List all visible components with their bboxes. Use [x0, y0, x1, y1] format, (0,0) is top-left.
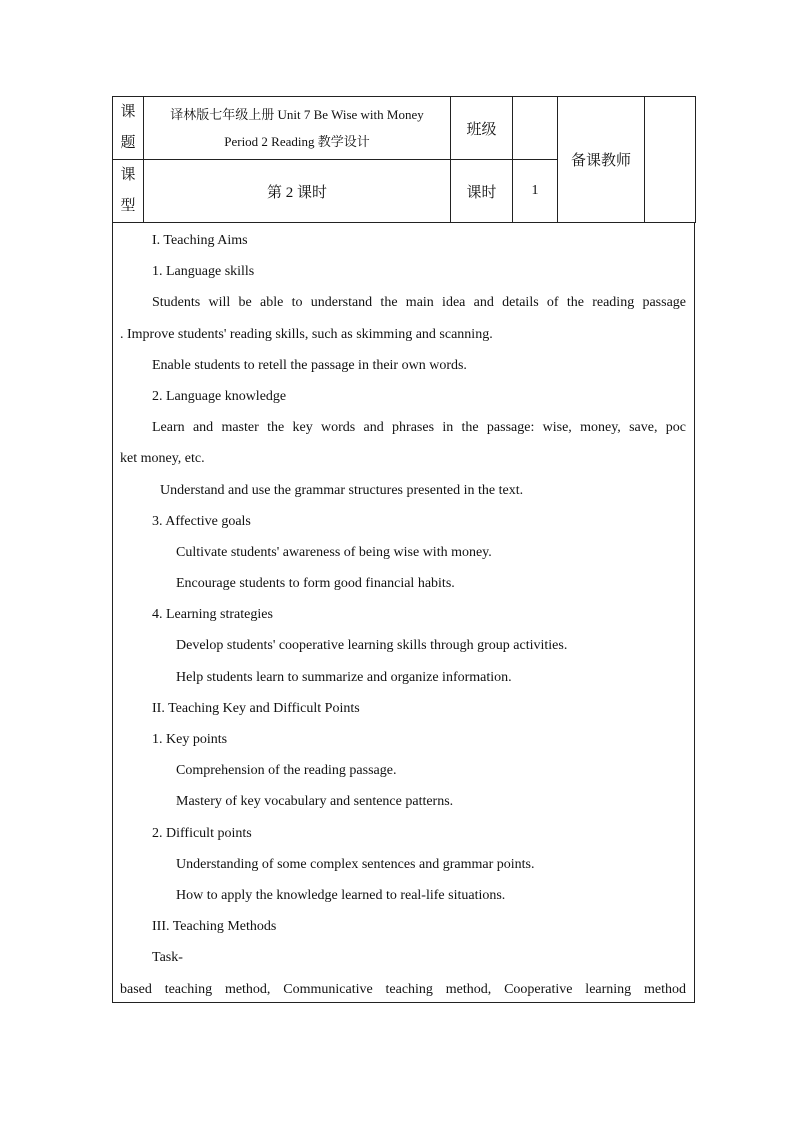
lesson-title-line-1: 译林版七年级上册 Unit 7 Be Wise with Money — [170, 107, 424, 122]
type-label-char-1: 课 — [120, 167, 136, 183]
topic-label-char-2: 题 — [120, 135, 136, 151]
lesson-type-value: 第 2 课时 — [144, 160, 451, 223]
list-item: How to apply the knowledge learned to real-life situations. — [176, 887, 506, 903]
paragraph-line: Enable students to retell the passage in their own words. — [152, 357, 467, 373]
lesson-header-table — [112, 96, 696, 223]
list-item: Cultivate students' awareness of being wise with money. — [176, 544, 492, 560]
list-item: Understanding of some complex sentences and grammar points. — [176, 856, 535, 872]
subsection-heading: 4. Learning strategies — [152, 607, 273, 623]
section-heading: III. Teaching Methods — [152, 919, 277, 935]
lesson-plan-document — [112, 96, 695, 1003]
type-label-char-2: 型 — [120, 198, 136, 214]
list-item: Develop students' cooperative learning skills through group activities. — [176, 638, 568, 654]
teacher-label: 备课教师 — [558, 97, 645, 223]
subsection-heading: 1. Language skills — [152, 264, 255, 280]
class-label: 班级 — [451, 97, 513, 160]
list-item: Comprehension of the reading passage. — [176, 763, 397, 779]
subsection-heading: 2. Difficult points — [152, 825, 252, 841]
paragraph-line: based teaching method, Communicative teaching method, Cooperative learning method — [120, 981, 686, 997]
hours-label: 课时 — [451, 160, 513, 223]
paragraph-line: Task- — [152, 950, 183, 966]
class-value — [513, 97, 558, 160]
subsection-heading: 3. Affective goals — [152, 513, 251, 529]
paragraph-line: ket money, etc. — [120, 451, 205, 467]
paragraph-line: . Improve students' reading skills, such as skimming and scanning. — [120, 326, 493, 342]
lesson-title-cell — [144, 97, 451, 160]
subsection-heading: 1. Key points — [152, 732, 228, 747]
paragraph-line: Learn and master the key words and phrases in the passage: wise, money, save, poc — [152, 420, 686, 436]
subsection-heading: 2. Language knowledge — [152, 388, 287, 404]
lesson-title-line-2: Period 2 Reading 教学设计 — [224, 134, 370, 149]
list-item: Help students learn to summarize and organize information. — [176, 669, 512, 685]
section-heading: II. Teaching Key and Difficult Points — [152, 700, 360, 716]
section-heading: I. Teaching Aims — [152, 233, 248, 248]
paragraph-line: Students will be able to understand the main idea and details of the reading passage — [152, 295, 686, 311]
list-item: Encourage students to form good financial habits. — [176, 576, 455, 592]
paragraph-line: Understand and use the grammar structures presented in the text. — [160, 482, 524, 498]
teacher-value — [645, 97, 696, 223]
topic-label-char-1: 课 — [120, 104, 136, 120]
topic-label-cell — [113, 97, 144, 160]
type-label-cell — [113, 160, 144, 223]
hours-value: 1 — [513, 160, 558, 223]
list-item: Mastery of key vocabulary and sentence patterns. — [176, 794, 454, 810]
lesson-body — [112, 223, 695, 1003]
